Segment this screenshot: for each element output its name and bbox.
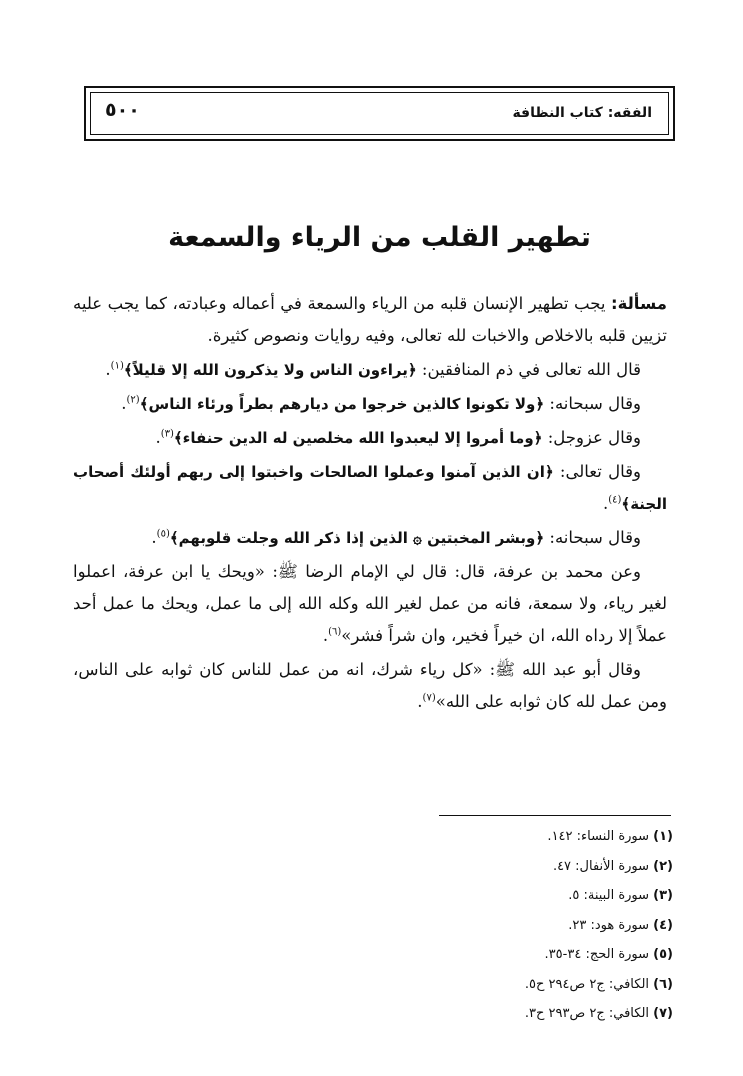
footnote-item [373, 940, 673, 970]
body-text [73, 288, 667, 720]
masala-label: مسألة: [610, 294, 667, 313]
footnote-ref: (٥) [156, 528, 170, 540]
footnote-number: (٥) [653, 947, 673, 962]
quran-verse: ﴿ان الذين آمنوا وعملوا الصالحات واخبتوا إلى ربهم أولئك أصحاب الجنة﴾ [73, 463, 667, 513]
footnote-ref: (٧) [422, 692, 436, 704]
running-header-inner-frame [90, 92, 669, 135]
paragraph-quote-1 [73, 354, 667, 386]
footnote-text: الكافي: ج٢ ص٢٩٣ ح٣. [524, 1006, 654, 1021]
punctuation: . [121, 394, 127, 413]
running-title: الفقه: كتاب النظافة [512, 105, 652, 121]
footnote-text: سورة الأنفال: ٤٧. [552, 858, 654, 874]
punctuation: . [322, 626, 329, 645]
punctuation: . [105, 360, 111, 379]
footnote-number: (٣) [653, 888, 673, 903]
footnote-ref: (٣) [160, 428, 174, 440]
footnote-divider [439, 815, 671, 816]
hadith-text: وقال أبو عبد الله ﷺ: «كل رياء شرك، انه من عمل للناس كان ثوابه على الناس، ومن عمل لله كان ثوابه على الله» [73, 660, 667, 711]
paragraph-hadith-2 [73, 654, 667, 718]
footnote-ref: (٦) [328, 626, 342, 638]
footnote-text: سورة هود: ٢٣. [568, 917, 654, 933]
footnote-text: سورة النساء: ١٤٢. [547, 829, 654, 844]
chapter-title: تطهير القلب من الرياء والسمعة [168, 222, 591, 253]
paragraph-hadith-1 [73, 556, 667, 652]
footnote-number: (٦) [653, 976, 673, 992]
quran-verse: ﴿يراءون الناس ولا يذكرون الله إلا قليلاً﴾ [123, 361, 417, 379]
paragraph-quote-2 [73, 388, 667, 420]
punctuation: . [151, 528, 157, 547]
footnote-item [373, 999, 673, 1029]
quote-intro: وقال تعالى: [553, 462, 641, 481]
quote-intro: وقال سبحانه: [544, 528, 641, 547]
punctuation: . [155, 428, 161, 447]
punctuation: . [602, 494, 609, 513]
footnote-ref: (٢) [126, 394, 140, 406]
footnote-item [373, 822, 673, 852]
footnote-text: سورة الحج: ٣٤-٣٥. [544, 947, 654, 962]
hadith-text: وعن محمد بن عرفة، قال: قال لي الإمام الرضا ﷺ: «ويحك يا ابن عرفة، اعملوا لغير رياء، ولا سمعة، فانه من عمل لغير الله وكله الله إلى ما عمل، ويحك ما عمل أحد عملاً إلا رداه الله، ان خيراً فخير، وان شراً فشر» [73, 562, 667, 645]
footnote-item [373, 852, 673, 882]
footnote-ref: (٤) [608, 494, 622, 506]
footnote-ref: (١) [110, 360, 124, 372]
punctuation: . [417, 692, 423, 711]
quran-verse: ﴿وبشر المخبتين ۞ الذين إذا ذكر الله وجلت قلوبهم﴾ [169, 529, 545, 547]
footnote-text: سورة البينة: ٥. [568, 888, 654, 903]
footnote-number: (٢) [653, 858, 673, 874]
running-header-frame [84, 86, 675, 141]
quote-intro: وقال عزوجل: [542, 428, 641, 447]
footnotes [373, 822, 673, 1029]
footnote-number: (١) [653, 829, 673, 844]
footnote-item [373, 911, 673, 941]
paragraph-masala [73, 288, 667, 352]
paragraph-quote-3 [73, 422, 667, 454]
footnote-number: (٤) [653, 917, 673, 933]
footnote-number: (٧) [653, 1006, 673, 1021]
footnote-item [373, 881, 673, 911]
quote-intro: قال الله تعالى في ذم المنافقين: [416, 360, 641, 379]
paragraph-quote-5 [73, 522, 667, 554]
paragraph-quote-4 [73, 456, 667, 520]
paragraph-text: يجب تطهير الإنسان قلبه من الرياء والسمعة في أعماله وعبادته، كما يجب عليه تزيين قلبه بالاخلاص والاخبات لله تعالى، وفيه روايات ونصوص كثيرة. [73, 294, 667, 345]
quote-intro: وقال سبحانه: [544, 394, 641, 413]
footnote-text: الكافي: ج٢ ص٢٩٤ ح٥. [524, 976, 654, 992]
footnote-item [373, 970, 673, 1000]
quran-verse: ﴿وما أمروا إلا ليعبدوا الله مخلصين له الدين حنفاء﴾ [173, 429, 543, 447]
quran-verse: ﴿ولا تكونوا كالذين خرجوا من ديارهم بطراً ورئاء الناس﴾ [139, 395, 545, 413]
page-number: ٥٠٠ [105, 99, 140, 121]
